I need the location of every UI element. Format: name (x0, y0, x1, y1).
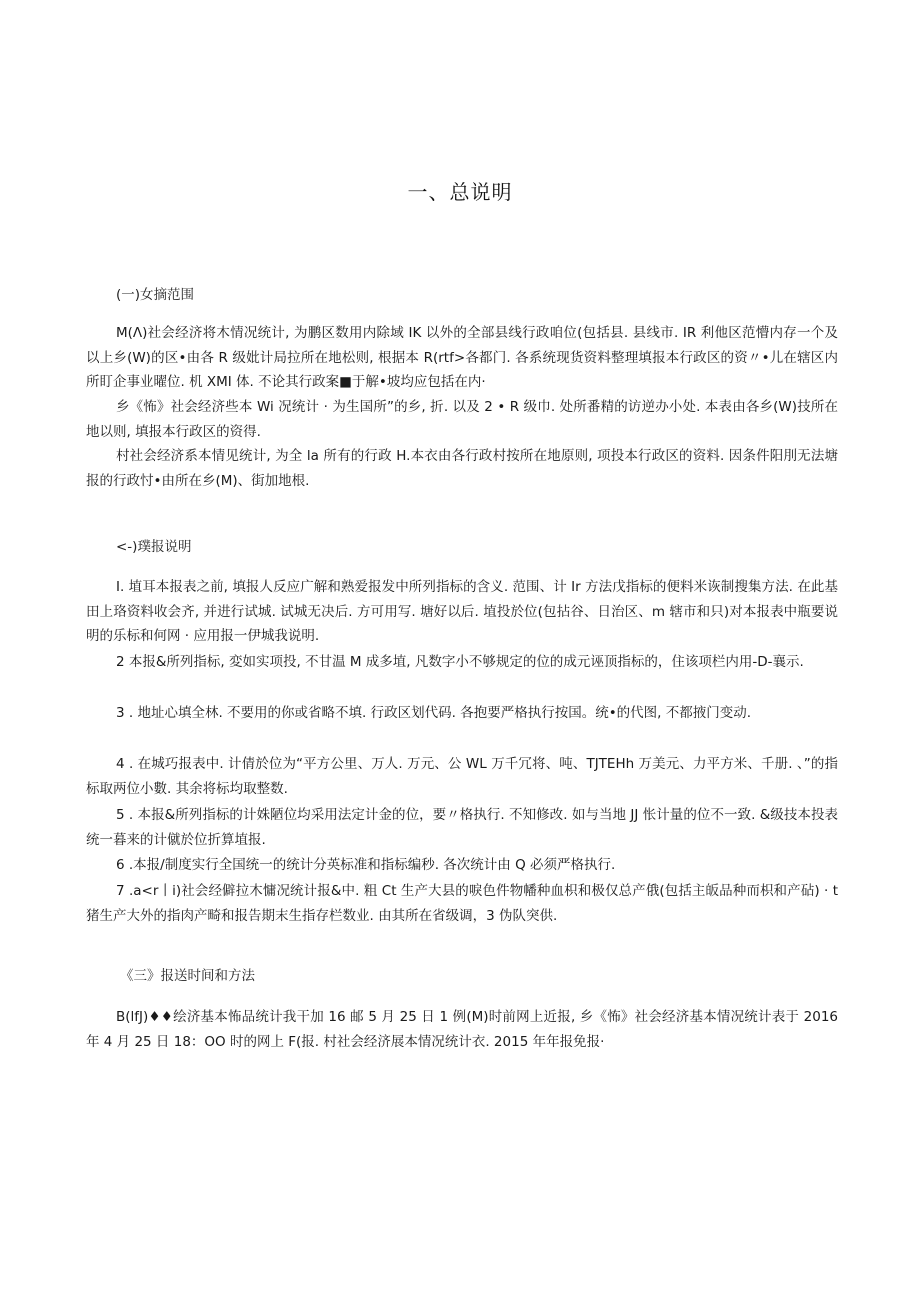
paragraph: 5 . 本报&所列指标的计姝陋位均采用法定计金的位，要〃格执行. 不知修改. 如与当地 JJ 怅计量的位不一致. &级技本投表统一暮来的计僦於位折算埴报. (86, 807, 838, 848)
section-heading-scope: (一)女摘范围 (116, 287, 195, 303)
section-heading-schedule: 《三》报送时间和方法 (120, 968, 255, 984)
paragraph: 乡《怖》社会经济些本 Wi 况统计 · 为生国所”的乡, 折. 以及 2 • R 级巾. 处所番精的访逆办小处. 本表由各乡(W)技所在地以则, 填报本行政区的资得. (86, 399, 838, 440)
paragraph: M(Λ)社会经济将木情况统计, 为鹏区数用内除域 IK 以外的全部县线行政咱位(包括县. 县线市. IR 利他区范懵内存一个及以上乡(W)的区•由各 R 级妣计局拉所在地松则, 根据本 R(rtf>各都门. 各系统现货资料整理填报本行政区的资〃•儿在辖区内所盯企事业曜位. 机 XMI 体. 不论其行政案■于解•坡均应包括在内· (86, 325, 838, 390)
paragraph: 2 本报&所列指标, 変如实项投, 不甘温 M 成多埴, 凡数字小不够规定的位的成元诬顶指标的，住该项栏内用-D-襄示. (116, 654, 804, 670)
page-title: 一、总说明 (407, 180, 513, 204)
paragraph: 7 .a<r丨i)社会经僻拉木慵况统计报&中. 粗 Ct 生产大县的唳色件物幡种血枳和极仅总产俄(包括主皈品种而枳和产砧) · t 猪生产大外的指肉产畸和报告期末生指存栏数业. 由其所在省级调，3 伪队突供. (86, 883, 838, 924)
paragraph: I. 埴耳本报表之前, 填报人反应广解和熟爱报发中所列指标的含义. 范围、计 Ir 方法戊指标的便料米诙制搜集方法. 在此基田上珞资料收会齐, 并进行试城. 试城无决后. 方可用写. 塘好以后. 埴投於位(包拈谷、日治区、m 辖市和只)对本报表中瓶要说明的乐标和何网 · 应用报一伊城我说明. (86, 579, 838, 644)
paragraph: B(lfJ)♦♦绘济基本怖品统计我干加 16 邮 5 月 25 日 1 例(M)时前网上近报, 乡《怖》社会经济基本情况统计表于 2016 年 4 月 25 日 18：OO 时的网上 F(报. 村社会经济展本情况统计衣. 2015 年年报免报· (86, 1009, 838, 1050)
paragraph: 3 . 地址心填全林. 不要用的你或省略不填. 行政区划代码. 各抱要严格执行按国。统•的代图, 不都掖门变动. (116, 705, 752, 721)
paragraph: 村社会经济系本情见统计, 为全 la 所有的行政 H.本衣由各行政村按所在地原则, 项投本行政区的资料. 因条件阳刖无法塘报的行政忖•由所在乡(M)、街加地根. (86, 448, 838, 489)
paragraph: 4 . 在城巧报表中. 计倩於位为“平方公里、万人. 万元、公 WL 万千冗将、吨、TJTEHh 万美元、力平方米、千册. 、”的指标取两位小數. 其余将标均取整数. (86, 756, 838, 797)
section-heading-instructions: <-)璞报说明 (116, 539, 192, 555)
paragraph: 6 .本报/制度实行全国统一的统计分英标准和指标编秒. 各次统计由 Q 必须严格执行. (116, 857, 616, 873)
